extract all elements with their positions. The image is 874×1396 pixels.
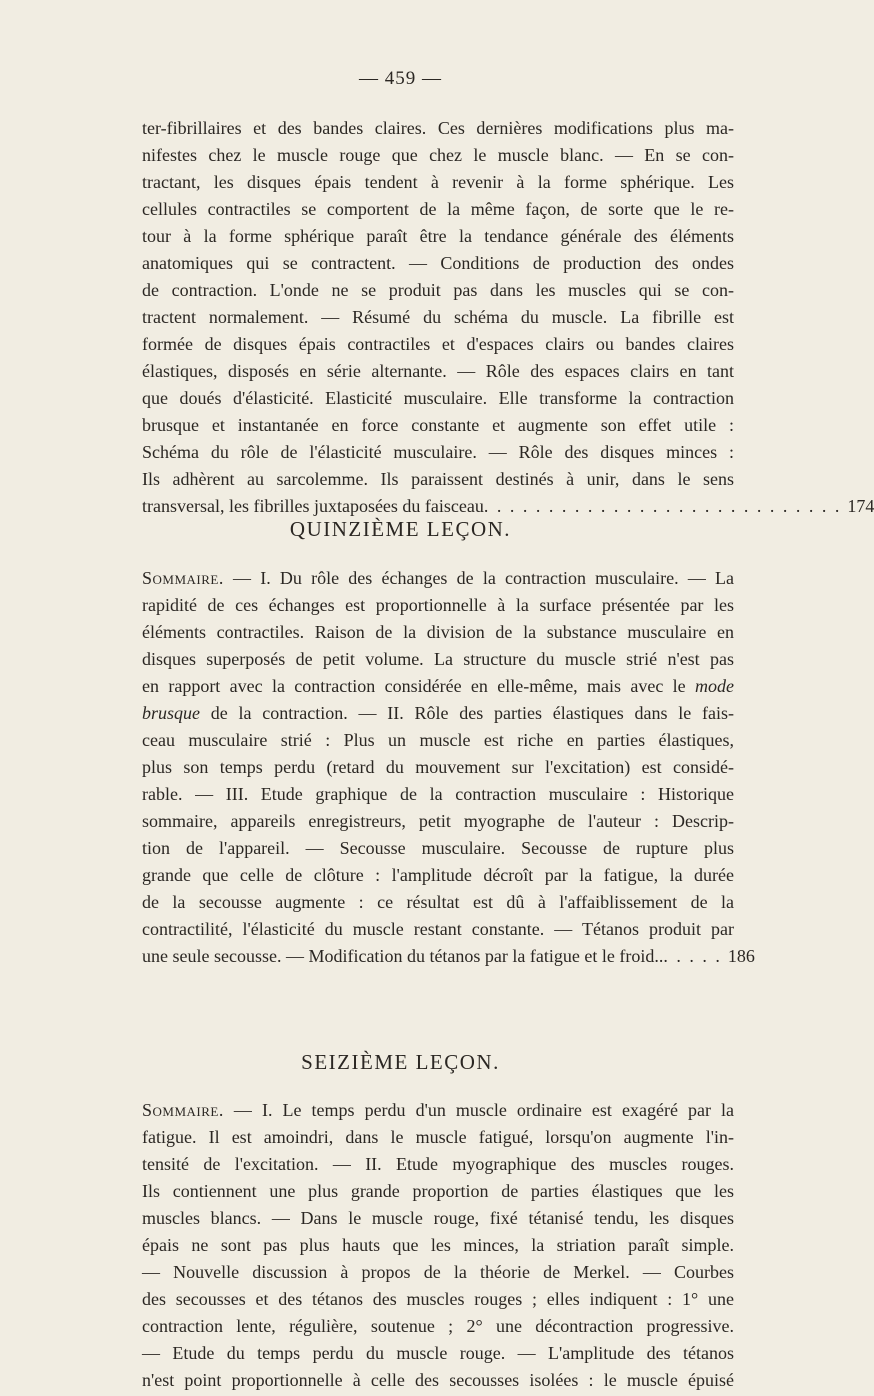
continuation-paragraph: [142, 115, 874, 520]
summary-label: Sommaire.: [142, 1100, 224, 1120]
summary-label: Sommaire.: [142, 568, 224, 588]
toc-leader-dots: . . . . .: [663, 946, 722, 966]
toc-page-number: 186: [727, 946, 755, 966]
text-line: disques superposés de petit volume. La structure du muscle strié n'est pas: [142, 649, 734, 669]
text-line: que doués d'élasticité. Elasticité musculaire. Elle transforme la contraction: [142, 388, 734, 408]
text-line: — Etude du temps perdu du muscle rouge. — L'amplitude des tétanos: [142, 1343, 734, 1363]
page-number: — 459 —: [359, 68, 442, 89]
text-line: des secousses et des tétanos des muscles rouges ; elles indiquent : 1° une: [142, 1289, 734, 1309]
text-line: formée de disques épais contractiles et d'espaces clairs ou bandes claires: [142, 334, 734, 354]
text-line: n'est point proportionnelle à celle des secousses isolées : le muscle épuisé: [142, 1370, 734, 1390]
text-line: éléments contractiles. Raison de la division de la substance musculaire en: [142, 622, 734, 642]
text-line: tion de l'appareil. — Secousse musculaire. Secousse de rupture plus: [142, 838, 734, 858]
text-line: élastiques, disposés en série alternante. — Rôle des espaces clairs en tant: [142, 361, 734, 381]
text-line: sommaire, appareils enregistreurs, petit myographe de l'auteur : Descrip-: [142, 811, 734, 831]
text-line: [142, 673, 734, 700]
summary-first-line: — I. Du rôle des échanges de la contraction musculaire. — La: [223, 568, 734, 588]
toc-entry: [142, 493, 874, 520]
text-line: [142, 700, 734, 727]
text-line: grande que celle de clôture : l'amplitude décroît par la fatigue, la durée: [142, 865, 734, 885]
text-line: anatomiques qui se contractent. — Conditions de production des ondes: [142, 253, 734, 273]
text-line: contractilité, l'élasticité du muscle restant constante. — Tétanos produit par: [142, 919, 734, 939]
toc-page-number: 174: [847, 496, 874, 516]
text-line: Schéma du rôle de l'élasticité musculaire. — Rôle des disques minces :: [142, 442, 734, 462]
text-line: [142, 1097, 734, 1124]
text-line: — Nouvelle discussion à propos de la théorie de Merkel. — Courbes: [142, 1262, 734, 1282]
text-line: de la secousse augmente : ce résultat est dû à l'affaiblissement de la: [142, 892, 734, 912]
lesson-16-summary: [142, 1097, 734, 1394]
text-line: tractant, les disques épais tendent à revenir à la forme sphérique. Les: [142, 172, 734, 192]
text-line: contraction lente, régulière, soutenue ; 2° une décontraction progressive.: [142, 1316, 734, 1336]
text-line: rable. — III. Etude graphique de la contraction musculaire : Historique: [142, 784, 734, 804]
text-line: ceau musculaire strié : Plus un muscle est riche en parties élastiques,: [142, 730, 734, 750]
text-line: cellules contractiles se comportent de la même façon, de sorte que le re-: [142, 199, 734, 219]
toc-entry-text: une seule secousse. — Modification du tétanos par la fatigue et le froid..: [142, 946, 664, 966]
text-line: Ils contiennent une plus grande proportion de parties élastiques que les: [142, 1181, 734, 1201]
italic-term: mode: [695, 676, 734, 696]
lesson-15-summary: [142, 565, 755, 970]
toc-leader-dots: . . . . . . . . . . . . . . . . . . . . . . . . . . . .: [483, 496, 842, 516]
text-line: tractent normalement. — Résumé du schéma du muscle. La fibrille est: [142, 307, 734, 327]
text-line: de contraction. L'onde ne se produit pas dans les muscles qui se con-: [142, 280, 734, 300]
text-line: muscles blancs. — Dans le muscle rouge, fixé tétanisé tendu, les disques: [142, 1208, 734, 1228]
text-line: épais ne sont pas plus hauts que les minces, la striation paraît simple.: [142, 1235, 734, 1255]
text-line: tour à la forme sphérique paraît être la tendance générale des éléments: [142, 226, 734, 246]
text-line: brusque et instantanée en force constante et augmente son effet utile :: [142, 415, 734, 435]
text-line: [142, 565, 734, 592]
text-line: Ils adhèrent au sarcolemme. Ils paraissent destinés à unir, dans le sens: [142, 469, 734, 489]
text-line: ter-fibrillaires et des bandes claires. Ces dernières modifications plus ma-: [142, 118, 734, 138]
text-fragment: de la contraction. — II. Rôle des parties élastiques dans le fais-: [200, 703, 734, 723]
text-line: nifestes chez le muscle rouge que chez le muscle blanc. — En se con-: [142, 145, 734, 165]
summary-first-line: — I. Le temps perdu d'un muscle ordinaire est exagéré par la: [223, 1100, 734, 1120]
lesson-15-title: QUINZIÈME LEÇON.: [289, 517, 512, 541]
lesson-16-title: SEIZIÈME LEÇON.: [301, 1050, 500, 1074]
text-line: tensité de l'excitation. — II. Etude myographique des muscles rouges.: [142, 1154, 734, 1174]
toc-entry-text: transversal, les fibrilles juxtaposées du faisceau: [142, 496, 484, 516]
toc-entry: [142, 943, 755, 970]
text-fragment: en rapport avec la contraction considérée en elle-même, mais avec le: [142, 676, 695, 696]
italic-term: brusque: [142, 703, 200, 723]
text-line: rapidité de ces échanges est proportionnelle à la surface présentée par les: [142, 595, 734, 615]
text-line: plus son temps perdu (retard du mouvement sur l'excitation) est considé-: [142, 757, 734, 777]
text-line: fatigue. Il est amoindri, dans le muscle fatigué, lorsqu'on augmente l'in-: [142, 1127, 734, 1147]
